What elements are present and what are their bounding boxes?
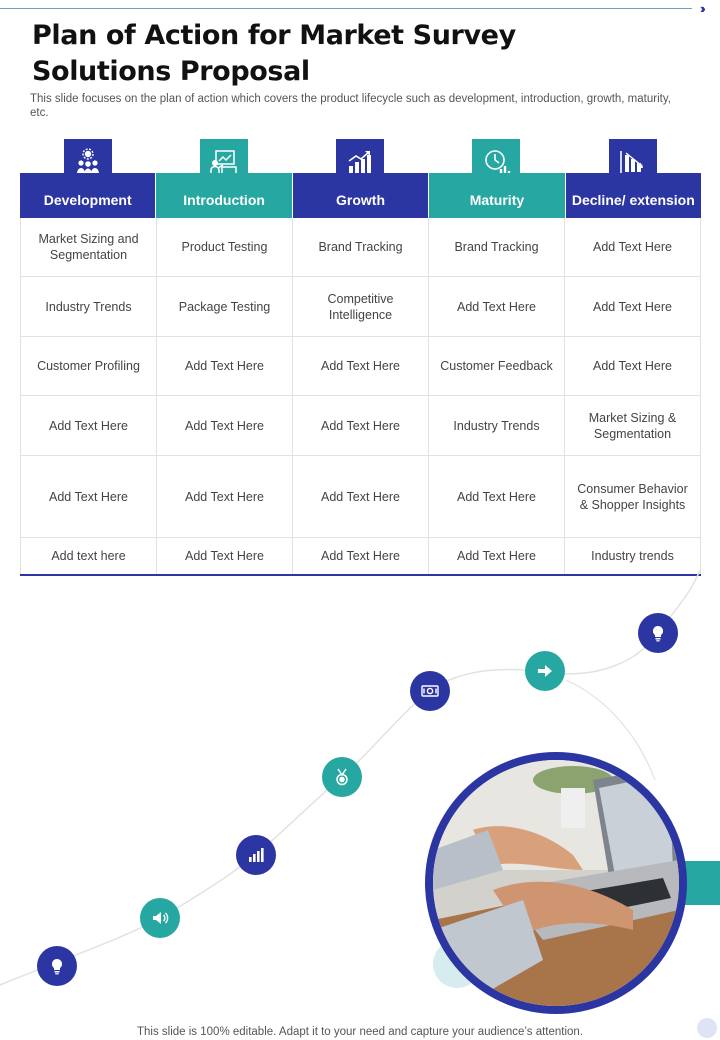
double-chevron-icon: ›› [700, 1, 703, 16]
table-cell: Brand Tracking [292, 218, 428, 276]
hands-typing-on-laptop-image [433, 760, 679, 1006]
table-cell: Add Text Here [156, 396, 292, 455]
table-cell: Product Testing [156, 218, 292, 276]
speaker-icon [140, 898, 180, 938]
table-row [20, 456, 701, 538]
table-row [20, 218, 701, 277]
footer-note: This slide is 100% editable. Adapt it to your need and capture your audience’s attention. [136, 1026, 584, 1038]
table-header-row [20, 173, 701, 218]
table-cell: Industry trends [564, 538, 701, 574]
table-cell: Add Text Here [20, 456, 156, 537]
top-divider-line [0, 8, 692, 9]
page-title: Plan of Action for Market Survey Solutions Proposal [32, 20, 516, 87]
column-header-development: Development [20, 173, 156, 218]
table-cell: Customer Feedback [428, 337, 564, 395]
medal-icon [322, 757, 362, 797]
table-cell: Add Text Here [292, 337, 428, 395]
table-cell: Add Text Here [156, 538, 292, 574]
table-cell: Market Sizing & Segmentation [564, 396, 701, 455]
table-cell: Add Text Here [292, 538, 428, 574]
page-subtitle: This slide focuses on the plan of action which covers the product lifecycle such as development, introduction, growth, maturity, etc. [30, 93, 671, 119]
table-cell: Add Text Here [564, 277, 701, 336]
table-cell: Industry Trends [428, 396, 564, 455]
table-cell: Market Sizing and Segmentation [20, 218, 156, 276]
lightbulb-icon [37, 946, 77, 986]
money-icon [410, 671, 450, 711]
lightbulb-icon [638, 613, 678, 653]
table-cell: Add Text Here [20, 396, 156, 455]
photo-frame [425, 752, 687, 1014]
column-header-growth: Growth [293, 173, 429, 218]
table-cell: Package Testing [156, 277, 292, 336]
table-cell: Add Text Here [564, 218, 701, 276]
table-row [20, 277, 701, 337]
table-row [20, 337, 701, 396]
column-header-decline-extension: Decline/ extension [566, 173, 701, 218]
table-cell: Add Text Here [564, 337, 701, 395]
table-cell: Industry Trends [20, 277, 156, 336]
arrow-right-icon [525, 651, 565, 691]
plan-of-action-table [20, 173, 701, 576]
table-cell: Add Text Here [156, 456, 292, 537]
table-cell: Brand Tracking [428, 218, 564, 276]
decorative-tab [683, 861, 720, 905]
table-cell: Consumer Behavior & Shopper Insights [564, 456, 701, 537]
table-cell: Competitive Intelligence [292, 277, 428, 336]
table-cell: Add Text Here [292, 456, 428, 537]
column-header-introduction: Introduction [156, 173, 292, 218]
table-cell: Customer Profiling [20, 337, 156, 395]
bar-chart-icon [236, 835, 276, 875]
table-cell: Add text here [20, 538, 156, 574]
table-cell: Add Text Here [292, 396, 428, 455]
table-row [20, 396, 701, 456]
table-cell: Add Text Here [428, 456, 564, 537]
table-cell: Add Text Here [428, 538, 564, 574]
column-header-maturity: Maturity [429, 173, 565, 218]
table-cell: Add Text Here [156, 337, 292, 395]
table-cell: Add Text Here [428, 277, 564, 336]
